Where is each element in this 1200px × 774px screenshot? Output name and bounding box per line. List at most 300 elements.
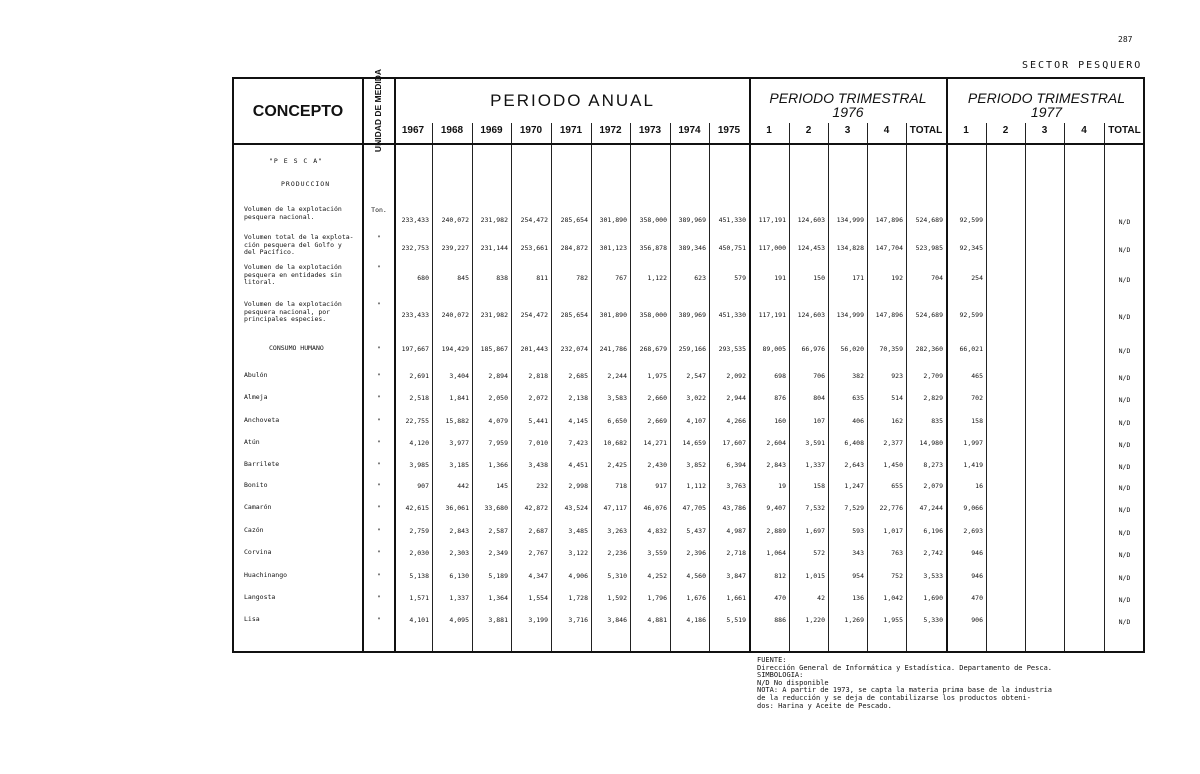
table-cell: 2,349 bbox=[488, 549, 508, 557]
row-label: Barrilete bbox=[244, 460, 280, 468]
table-cell-nd: N/D bbox=[1118, 313, 1131, 321]
table-cell: 284,872 bbox=[560, 244, 588, 252]
table-cell: 2,685 bbox=[568, 372, 588, 380]
table-cell: 1,997 bbox=[963, 439, 983, 447]
table-cell: 470 bbox=[971, 594, 983, 602]
table-cell: 15,882 bbox=[445, 417, 469, 425]
table-cell: 3,185 bbox=[449, 461, 469, 469]
table-cell: 254 bbox=[971, 274, 983, 282]
table-cell: 14,659 bbox=[682, 439, 706, 447]
table-cell: 36,061 bbox=[445, 504, 469, 512]
table-cell: 4,266 bbox=[726, 417, 746, 425]
table-cell: 954 bbox=[852, 572, 864, 580]
table-cell: 451,330 bbox=[718, 216, 746, 224]
column-header: 1967 bbox=[401, 125, 425, 136]
footnote: FUENTE: Dirección General de Informática y Estadística. Departamento de Pesca. SIMBOLOGIA: N/D No disponible NOTA: A partir de 1973, se capta la materia prima base de la industria de la reducción y se deja de contabilizarse los productos obteni- dos: Harina y Aceite de Pescado. bbox=[757, 656, 1053, 710]
table-cell: 191 bbox=[774, 274, 786, 282]
column-header: 2 bbox=[805, 125, 812, 136]
table-cell: 162 bbox=[891, 417, 903, 425]
table-cell: 946 bbox=[971, 572, 983, 580]
table-cell: 389,346 bbox=[678, 244, 706, 252]
table-cell: 171 bbox=[852, 274, 864, 282]
table-cell: 2,236 bbox=[607, 549, 627, 557]
header-divider bbox=[234, 143, 1143, 145]
table-cell: 42 bbox=[817, 594, 825, 602]
table-cell: 231,982 bbox=[480, 311, 508, 319]
table-cell: 6,650 bbox=[607, 417, 627, 425]
table-cell: 524,689 bbox=[915, 216, 943, 224]
table-cell: 5,437 bbox=[686, 527, 706, 535]
table-cell: 46,076 bbox=[643, 504, 667, 512]
table-cell: 782 bbox=[576, 274, 588, 282]
table-cell: 1,955 bbox=[883, 616, 903, 624]
table-cell: 232,074 bbox=[560, 345, 588, 353]
table-cell: 145 bbox=[496, 482, 508, 490]
table-cell: 2,829 bbox=[923, 394, 943, 402]
table-cell: 22,755 bbox=[405, 417, 429, 425]
table-cell: 124,603 bbox=[797, 311, 825, 319]
row-unit: " bbox=[377, 372, 381, 380]
column-divider bbox=[946, 79, 948, 651]
statistics-table bbox=[232, 68, 1145, 653]
table-cell: 6,394 bbox=[726, 461, 746, 469]
table-cell: 2,092 bbox=[726, 372, 746, 380]
table-cell: 698 bbox=[774, 372, 786, 380]
table-cell: 2,604 bbox=[766, 439, 786, 447]
table-cell: 1,419 bbox=[963, 461, 983, 469]
table-cell: 470 bbox=[774, 594, 786, 602]
table-cell: 147,704 bbox=[875, 244, 903, 252]
table-cell: 923 bbox=[891, 372, 903, 380]
table-cell: 946 bbox=[971, 549, 983, 557]
table-cell: 301,890 bbox=[599, 311, 627, 319]
table-cell: 450,751 bbox=[718, 244, 746, 252]
table-cell: 1,697 bbox=[805, 527, 825, 535]
table-cell: 702 bbox=[971, 394, 983, 402]
row-label: Volumen de la explotación pesquera nacional, por principales especies. bbox=[244, 300, 342, 323]
table-cell: 3,847 bbox=[726, 572, 746, 580]
table-cell: 343 bbox=[852, 549, 864, 557]
table-cell: 2,843 bbox=[766, 461, 786, 469]
table-cell: 2,643 bbox=[844, 461, 864, 469]
column-header: 3 bbox=[844, 125, 851, 136]
column-header: 4 bbox=[883, 125, 890, 136]
table-cell: 3,583 bbox=[607, 394, 627, 402]
table-cell: 1,975 bbox=[647, 372, 667, 380]
table-cell: 1,676 bbox=[686, 594, 706, 602]
table-cell: 8,273 bbox=[923, 461, 943, 469]
table-cell: 107 bbox=[813, 417, 825, 425]
table-cell: 4,451 bbox=[568, 461, 588, 469]
column-header: 1 bbox=[963, 125, 969, 136]
table-cell: 763 bbox=[891, 549, 903, 557]
table-cell: 5,310 bbox=[607, 572, 627, 580]
table-cell: 1,690 bbox=[923, 594, 943, 602]
table-cell: 767 bbox=[615, 274, 627, 282]
column-divider bbox=[1025, 123, 1026, 651]
row-unit: " bbox=[377, 394, 381, 402]
row-label: Anchoveta bbox=[244, 416, 280, 424]
table-cell: 47,244 bbox=[919, 504, 943, 512]
table-cell: 231,144 bbox=[480, 244, 508, 252]
column-header: 1971 bbox=[559, 125, 583, 136]
column-header: 1975 bbox=[717, 125, 741, 136]
table-cell: 752 bbox=[891, 572, 903, 580]
column-header: 1968 bbox=[440, 125, 464, 136]
table-cell: 1,112 bbox=[686, 482, 706, 490]
table-cell: 389,969 bbox=[678, 216, 706, 224]
table-cell: 804 bbox=[813, 394, 825, 402]
sector-title: SECTOR PESQUERO bbox=[1022, 60, 1143, 71]
table-cell: 3,485 bbox=[568, 527, 588, 535]
table-cell: 3,122 bbox=[568, 549, 588, 557]
table-cell: 655 bbox=[891, 482, 903, 490]
table-cell: 192 bbox=[891, 274, 903, 282]
row-unit: " bbox=[377, 594, 381, 602]
table-cell: 4,186 bbox=[686, 616, 706, 624]
table-cell: 285,654 bbox=[560, 216, 588, 224]
table-cell: 1,796 bbox=[647, 594, 667, 602]
table-cell: 523,985 bbox=[915, 244, 943, 252]
row-label: Volumen total de la explota- ción pesquera del Golfo y del Pacífico. bbox=[244, 233, 354, 256]
table-cell: 451,330 bbox=[718, 311, 746, 319]
table-cell: 3,881 bbox=[488, 616, 508, 624]
table-cell: 886 bbox=[774, 616, 786, 624]
table-cell: 19 bbox=[778, 482, 786, 490]
table-cell: 194,429 bbox=[441, 345, 469, 353]
table-cell: 4,095 bbox=[449, 616, 469, 624]
table-cell: 1,661 bbox=[726, 594, 746, 602]
table-cell: 514 bbox=[891, 394, 903, 402]
table-cell: 56,020 bbox=[840, 345, 864, 353]
table-cell: 3,846 bbox=[607, 616, 627, 624]
table-cell: 3,763 bbox=[726, 482, 746, 490]
table-cell: 4,120 bbox=[409, 439, 429, 447]
table-cell: 382 bbox=[852, 372, 864, 380]
table-cell: 285,654 bbox=[560, 311, 588, 319]
row-label: Volumen de la explotación pesquera en entidades sin litoral. bbox=[244, 263, 342, 286]
table-cell: 16 bbox=[975, 482, 983, 490]
table-cell: 2,693 bbox=[963, 527, 983, 535]
table-cell: 1,554 bbox=[528, 594, 548, 602]
table-cell: 22,776 bbox=[879, 504, 903, 512]
column-header: TOTAL bbox=[909, 125, 943, 136]
table-cell: 356,878 bbox=[639, 244, 667, 252]
table-cell: 2,742 bbox=[923, 549, 943, 557]
table-cell: 2,303 bbox=[449, 549, 469, 557]
table-cell-nd: N/D bbox=[1118, 551, 1131, 559]
table-cell: 1,364 bbox=[488, 594, 508, 602]
table-cell: 233,433 bbox=[401, 216, 429, 224]
table-cell-nd: N/D bbox=[1118, 347, 1131, 355]
table-cell-nd: N/D bbox=[1118, 596, 1131, 604]
column-header: 1972 bbox=[599, 125, 622, 136]
table-cell-nd: N/D bbox=[1118, 618, 1131, 626]
table-cell-nd: N/D bbox=[1118, 246, 1131, 254]
table-cell: 1,841 bbox=[449, 394, 469, 402]
column-header: 4 bbox=[1081, 125, 1087, 136]
header-unidad-medida bbox=[364, 68, 394, 152]
row-unit: " bbox=[377, 439, 381, 447]
table-cell: 1,247 bbox=[844, 482, 864, 490]
table-cell: 134,828 bbox=[836, 244, 864, 252]
row-label: CONSUMO HUMANO bbox=[269, 344, 324, 352]
table-cell: 2,759 bbox=[409, 527, 429, 535]
table-cell: 158 bbox=[813, 482, 825, 490]
table-cell: 6,408 bbox=[844, 439, 864, 447]
table-cell: 2,587 bbox=[488, 527, 508, 535]
table-cell: 907 bbox=[417, 482, 429, 490]
column-header: 2 bbox=[1002, 125, 1009, 136]
table-cell: 2,894 bbox=[488, 372, 508, 380]
table-cell: 124,453 bbox=[797, 244, 825, 252]
table-cell: 10,682 bbox=[603, 439, 627, 447]
table-cell: 1,337 bbox=[449, 594, 469, 602]
table-cell: 3,591 bbox=[805, 439, 825, 447]
table-cell-nd: N/D bbox=[1118, 441, 1131, 449]
table-cell: 2,889 bbox=[766, 527, 786, 535]
table-cell: 2,547 bbox=[686, 372, 706, 380]
column-divider bbox=[986, 123, 987, 651]
table-cell: 1,269 bbox=[844, 616, 864, 624]
row-label: Huachinango bbox=[244, 571, 288, 579]
table-cell: 1,366 bbox=[488, 461, 508, 469]
table-cell: 254,472 bbox=[520, 216, 548, 224]
table-cell: 282,360 bbox=[915, 345, 943, 353]
table-cell: 1,592 bbox=[607, 594, 627, 602]
table-cell: 17,607 bbox=[722, 439, 746, 447]
table-cell-nd: N/D bbox=[1118, 574, 1131, 582]
header-unidad-text: UNIDAD DE MEDIDA bbox=[373, 68, 384, 152]
row-label: Langosta bbox=[244, 593, 276, 601]
table-cell: 442 bbox=[457, 482, 469, 490]
table-cell: 7,010 bbox=[528, 439, 548, 447]
table-cell: 579 bbox=[734, 274, 746, 282]
table-cell-nd: N/D bbox=[1118, 529, 1131, 537]
row-label: Almeja bbox=[244, 393, 268, 401]
header-trimestral-1976-year: 1976 bbox=[832, 104, 864, 120]
table-cell: 1,337 bbox=[805, 461, 825, 469]
table-cell: 259,166 bbox=[678, 345, 706, 353]
table-cell: 92,599 bbox=[959, 216, 983, 224]
table-cell: 524,689 bbox=[915, 311, 943, 319]
row-unit: " bbox=[377, 527, 381, 535]
table-cell: 7,959 bbox=[488, 439, 508, 447]
table-cell: 389,969 bbox=[678, 311, 706, 319]
table-cell: 92,599 bbox=[959, 311, 983, 319]
header-concepto: CONCEPTO bbox=[252, 103, 344, 120]
row-unit: " bbox=[377, 264, 381, 272]
table-cell: 147,896 bbox=[875, 216, 903, 224]
table-cell: 4,987 bbox=[726, 527, 746, 535]
table-cell: 876 bbox=[774, 394, 786, 402]
table-cell: 2,687 bbox=[528, 527, 548, 535]
table-cell: 2,030 bbox=[409, 549, 429, 557]
table-cell: 47,117 bbox=[603, 504, 627, 512]
table-cell: 1,122 bbox=[647, 274, 667, 282]
column-divider bbox=[394, 79, 396, 651]
header-trimestral-1976-title: PERIODO TRIMESTRAL bbox=[769, 90, 927, 106]
table-cell: 4,906 bbox=[568, 572, 588, 580]
table-cell: 201,443 bbox=[520, 345, 548, 353]
table-cell: 2,138 bbox=[568, 394, 588, 402]
row-unit: " bbox=[377, 301, 381, 309]
table-cell-nd: N/D bbox=[1118, 374, 1131, 382]
table-cell: 1,017 bbox=[883, 527, 903, 535]
table-cell: 2,079 bbox=[923, 482, 943, 490]
row-label: Lisa bbox=[244, 615, 260, 623]
table-cell: 70,359 bbox=[879, 345, 903, 353]
header-trimestral-1976 bbox=[750, 91, 946, 119]
table-cell: 9,066 bbox=[963, 504, 983, 512]
table-cell: 4,145 bbox=[568, 417, 588, 425]
table-cell: 718 bbox=[615, 482, 627, 490]
table-cell: 124,603 bbox=[797, 216, 825, 224]
table-cell: 2,818 bbox=[528, 372, 548, 380]
table-cell: 358,000 bbox=[639, 216, 667, 224]
table-cell: 5,519 bbox=[726, 616, 746, 624]
table-cell: 240,072 bbox=[441, 216, 469, 224]
table-cell: 241,786 bbox=[599, 345, 627, 353]
table-cell: 117,191 bbox=[758, 216, 786, 224]
table-cell: 2,709 bbox=[923, 372, 943, 380]
page-number: 287 bbox=[1118, 35, 1133, 44]
table-cell: 4,881 bbox=[647, 616, 667, 624]
table-cell: 704 bbox=[931, 274, 943, 282]
table-cell: 43,524 bbox=[564, 504, 588, 512]
table-cell: 6,130 bbox=[449, 572, 469, 580]
table-cell: 358,000 bbox=[639, 311, 667, 319]
column-divider bbox=[362, 79, 364, 651]
table-cell: 2,944 bbox=[726, 394, 746, 402]
table-cell: 42,615 bbox=[405, 504, 429, 512]
table-cell: 2,518 bbox=[409, 394, 429, 402]
table-cell: 7,423 bbox=[568, 439, 588, 447]
table-cell: 293,535 bbox=[718, 345, 746, 353]
table-cell: 917 bbox=[655, 482, 667, 490]
table-cell: 253,661 bbox=[520, 244, 548, 252]
table-cell: 239,227 bbox=[441, 244, 469, 252]
table-cell: 2,998 bbox=[568, 482, 588, 490]
table-cell: 2,396 bbox=[686, 549, 706, 557]
column-header: 1969 bbox=[480, 125, 503, 136]
table-cell: 1,220 bbox=[805, 616, 825, 624]
table-cell: 2,843 bbox=[449, 527, 469, 535]
table-cell: 623 bbox=[694, 274, 706, 282]
table-cell: 5,330 bbox=[923, 616, 943, 624]
table-cell: 6,196 bbox=[923, 527, 943, 535]
table-cell: 812 bbox=[774, 572, 786, 580]
table-cell: 42,872 bbox=[524, 504, 548, 512]
table-cell-nd: N/D bbox=[1118, 484, 1131, 492]
row-unit: " bbox=[377, 482, 381, 490]
column-divider bbox=[749, 79, 751, 651]
header-trimestral-1977-year: 1977 bbox=[1030, 104, 1063, 120]
table-cell: 572 bbox=[813, 549, 825, 557]
table-cell: 465 bbox=[971, 372, 983, 380]
table-cell: 33,680 bbox=[484, 504, 508, 512]
table-cell: 136 bbox=[852, 594, 864, 602]
row-unit: " bbox=[377, 234, 381, 242]
table-cell: 268,679 bbox=[639, 345, 667, 353]
table-cell: 406 bbox=[852, 417, 864, 425]
table-cell: 66,021 bbox=[959, 345, 983, 353]
table-cell: 845 bbox=[457, 274, 469, 282]
table-cell: 14,980 bbox=[919, 439, 943, 447]
table-cell: 14,271 bbox=[643, 439, 667, 447]
column-divider bbox=[1064, 123, 1065, 651]
table-cell: 185,867 bbox=[480, 345, 508, 353]
column-header: 1 bbox=[766, 125, 772, 136]
table-cell: 89,005 bbox=[762, 345, 786, 353]
column-header: 1974 bbox=[678, 125, 701, 136]
table-cell-nd: N/D bbox=[1118, 419, 1131, 427]
table-cell: 2,691 bbox=[409, 372, 429, 380]
table-cell: 197,667 bbox=[401, 345, 429, 353]
table-cell: 117,000 bbox=[758, 244, 786, 252]
table-cell: 1,042 bbox=[883, 594, 903, 602]
table-cell: 7,529 bbox=[844, 504, 864, 512]
section-pesca: "P E S C A" bbox=[269, 157, 324, 165]
table-cell: 2,718 bbox=[726, 549, 746, 557]
table-cell: 4,107 bbox=[686, 417, 706, 425]
table-cell: 3,977 bbox=[449, 439, 469, 447]
table-cell: 4,252 bbox=[647, 572, 667, 580]
table-cell: 1,728 bbox=[568, 594, 588, 602]
table-cell: 158 bbox=[971, 417, 983, 425]
row-label: Corvina bbox=[244, 548, 272, 556]
table-cell: 3,263 bbox=[607, 527, 627, 535]
table-cell: 706 bbox=[813, 372, 825, 380]
table-cell: 2,767 bbox=[528, 549, 548, 557]
table-cell: 3,533 bbox=[923, 572, 943, 580]
table-cell: 147,896 bbox=[875, 311, 903, 319]
table-cell: 3,199 bbox=[528, 616, 548, 624]
table-cell: 2,430 bbox=[647, 461, 667, 469]
row-label: Bonito bbox=[244, 481, 268, 489]
table-cell-nd: N/D bbox=[1118, 506, 1131, 514]
table-cell: 47,705 bbox=[682, 504, 706, 512]
table-cell-nd: N/D bbox=[1118, 396, 1131, 404]
row-label: Camarón bbox=[244, 503, 272, 511]
section-produccion: PRODUCCION bbox=[281, 180, 331, 188]
table-cell: 2,244 bbox=[607, 372, 627, 380]
table-cell: 838 bbox=[496, 274, 508, 282]
table-cell: 160 bbox=[774, 417, 786, 425]
table-cell: 593 bbox=[852, 527, 864, 535]
row-unit: " bbox=[377, 616, 381, 624]
row-unit: " bbox=[377, 504, 381, 512]
table-cell: 301,890 bbox=[599, 216, 627, 224]
table-cell: 2,377 bbox=[883, 439, 903, 447]
table-cell: 150 bbox=[813, 274, 825, 282]
row-unit: Ton. bbox=[371, 206, 387, 214]
row-label: Abulón bbox=[244, 371, 268, 379]
table-cell: 2,660 bbox=[647, 394, 667, 402]
header-trimestral-1977-title: PERIODO TRIMESTRAL bbox=[967, 90, 1126, 106]
column-header: 1973 bbox=[638, 125, 662, 136]
table-cell: 66,976 bbox=[801, 345, 825, 353]
column-divider bbox=[1104, 123, 1105, 651]
table-cell: 231,982 bbox=[480, 216, 508, 224]
table-cell: 2,050 bbox=[488, 394, 508, 402]
table-cell: 5,441 bbox=[528, 417, 548, 425]
table-cell: 232,753 bbox=[401, 244, 429, 252]
row-label: Cazón bbox=[244, 526, 264, 534]
table-cell: 301,123 bbox=[599, 244, 627, 252]
column-header: TOTAL bbox=[1108, 125, 1141, 136]
row-unit: " bbox=[377, 549, 381, 557]
